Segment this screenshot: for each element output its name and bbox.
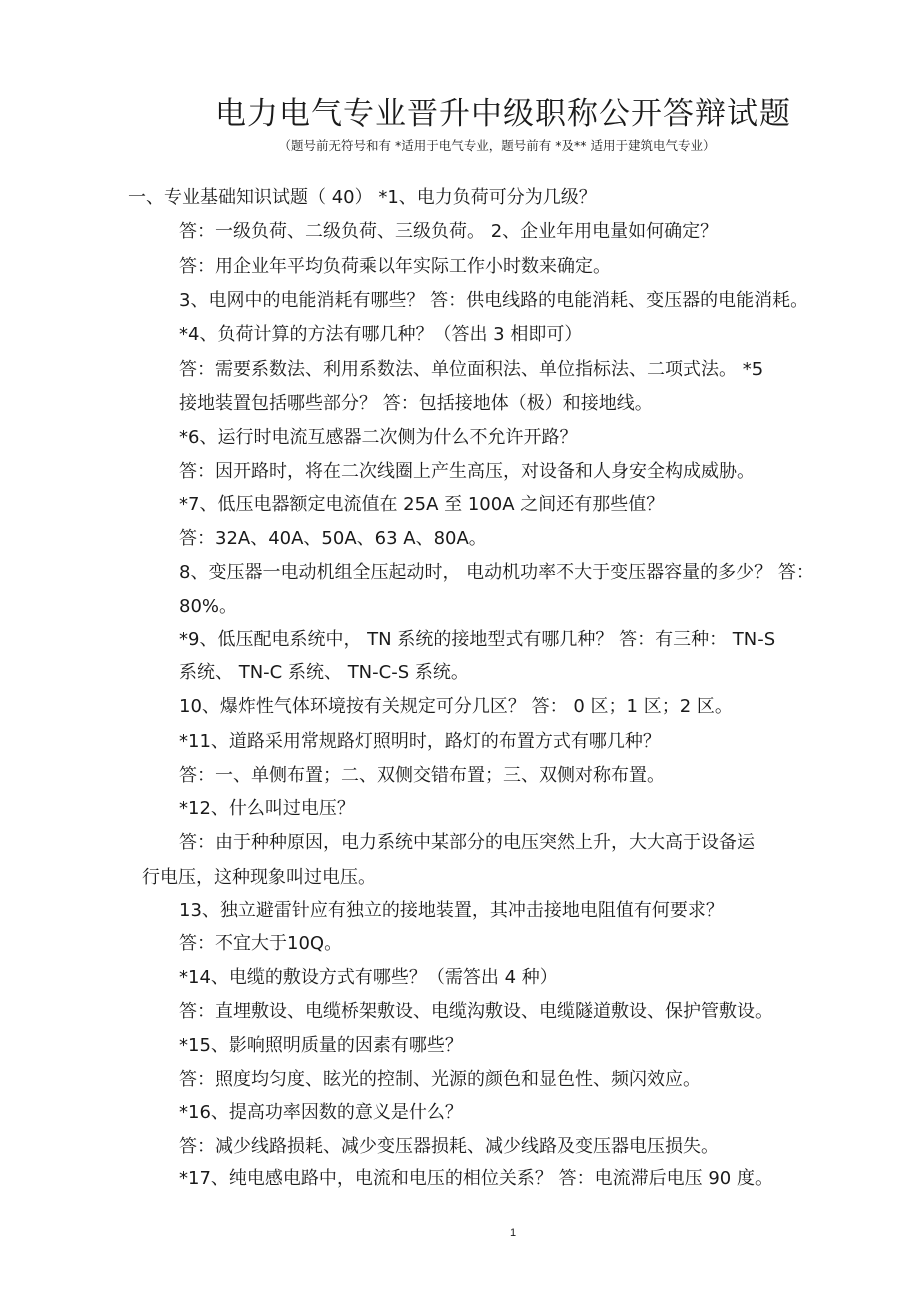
text-line: 系统、 TN-C 系统、 TN-C-S 系统。 <box>179 662 469 683</box>
text-line: 答：32A、40A、50A、63 A、80A。 <box>179 528 487 549</box>
text-line: *6、运行时电流互感器二次侧为什么不允许开路？ <box>179 427 578 448</box>
text-line: 10、爆炸性气体环境按有关规定可分几区？ 答： 0 区；1 区；2 区。 <box>179 696 733 717</box>
text-line: *12、什么叫过电压？ <box>179 798 355 819</box>
text-line: 答：减少线路损耗、减少变压器损耗、减少线路及变压器电压损失。 <box>179 1136 719 1157</box>
text-line: 答：因开路时，将在二次线圈上产生高压，对设备和人身安全构成威胁。 <box>179 461 755 482</box>
text-line: 13、独立避雷针应有独立的接地装置，其冲击接地电阻值有何要求？ <box>179 900 724 921</box>
text-line: *16、提高功率因数的意义是什么？ <box>179 1102 463 1123</box>
text-line: *15、影响照明质量的因素有哪些？ <box>179 1035 463 1056</box>
document-subtitle: （题号前无符号和有 *适用于电气专业，题号前有 *及** 适用于建筑电气专业） <box>278 138 716 153</box>
text-line: *4、负荷计算的方法有哪几种？（答出 3 相即可） <box>179 324 583 345</box>
text-line: 接地装置包括哪些部分？ 答：包括接地体（极）和接地线。 <box>179 393 653 414</box>
text-line: 行电压，这种现象叫过电压。 <box>142 867 376 888</box>
text-line: 答：需要系数法、利用系数法、单位面积法、单位指标法、二项式法。 *5 <box>179 359 764 380</box>
section-heading-line: 一、专业基础知识试题（ 40） *1、电力负荷可分为几级？ <box>128 187 597 208</box>
text-line: *17、纯电感电路中，电流和电压的相位关系？ 答：电流滞后电压 90 度。 <box>179 1168 773 1189</box>
text-line: 8、变压器一电动机组全压起动时， 电动机功率不大于变压器容量的多少？ 答： <box>179 562 814 583</box>
text-line: 3、电网中的电能消耗有哪些？ 答：供电线路的电能消耗、变压器的电能消耗。 <box>179 290 809 311</box>
text-line: 答：一、单侧布置；二、双侧交错布置；三、双侧对称布置。 <box>179 765 665 786</box>
text-line: *9、低压配电系统中， TN 系统的接地型式有哪几种？ 答：有三种： TN-S <box>179 629 776 650</box>
text-line: 答：用企业年平均负荷乘以年实际工作小时数来确定。 <box>179 256 611 277</box>
document-title: 电力电气专业晋升中级职称公开答辩试题 <box>215 96 791 132</box>
text-line: 答：照度均匀度、眩光的控制、光源的颜色和显色性、频闪效应。 <box>179 1069 701 1090</box>
text-line: *7、低压电器额定电流值在 25A 至 100A 之间还有那些值？ <box>179 494 665 515</box>
text-line: 答：由于种种原因，电力系统中某部分的电压突然上升，大大高于设备运 <box>179 832 755 853</box>
text-line: 答：直埋敷设、电缆桥架敷设、电缆沟敷设、电缆隧道敷设、保护管敷设。 <box>179 1001 773 1022</box>
text-line: 答：不宜大于10Q。 <box>179 933 343 954</box>
text-line: 80%。 <box>179 596 238 617</box>
text-line: *11、道路采用常规路灯照明时，路灯的布置方式有哪几种？ <box>179 731 661 752</box>
text-line: *14、电缆的敷设方式有哪些？（需答出 4 种） <box>179 967 558 988</box>
page-number: 1 <box>509 1227 517 1239</box>
text-line: 答：一级负荷、二级负荷、三级负荷。 2、企业年用电量如何确定？ <box>179 221 719 242</box>
